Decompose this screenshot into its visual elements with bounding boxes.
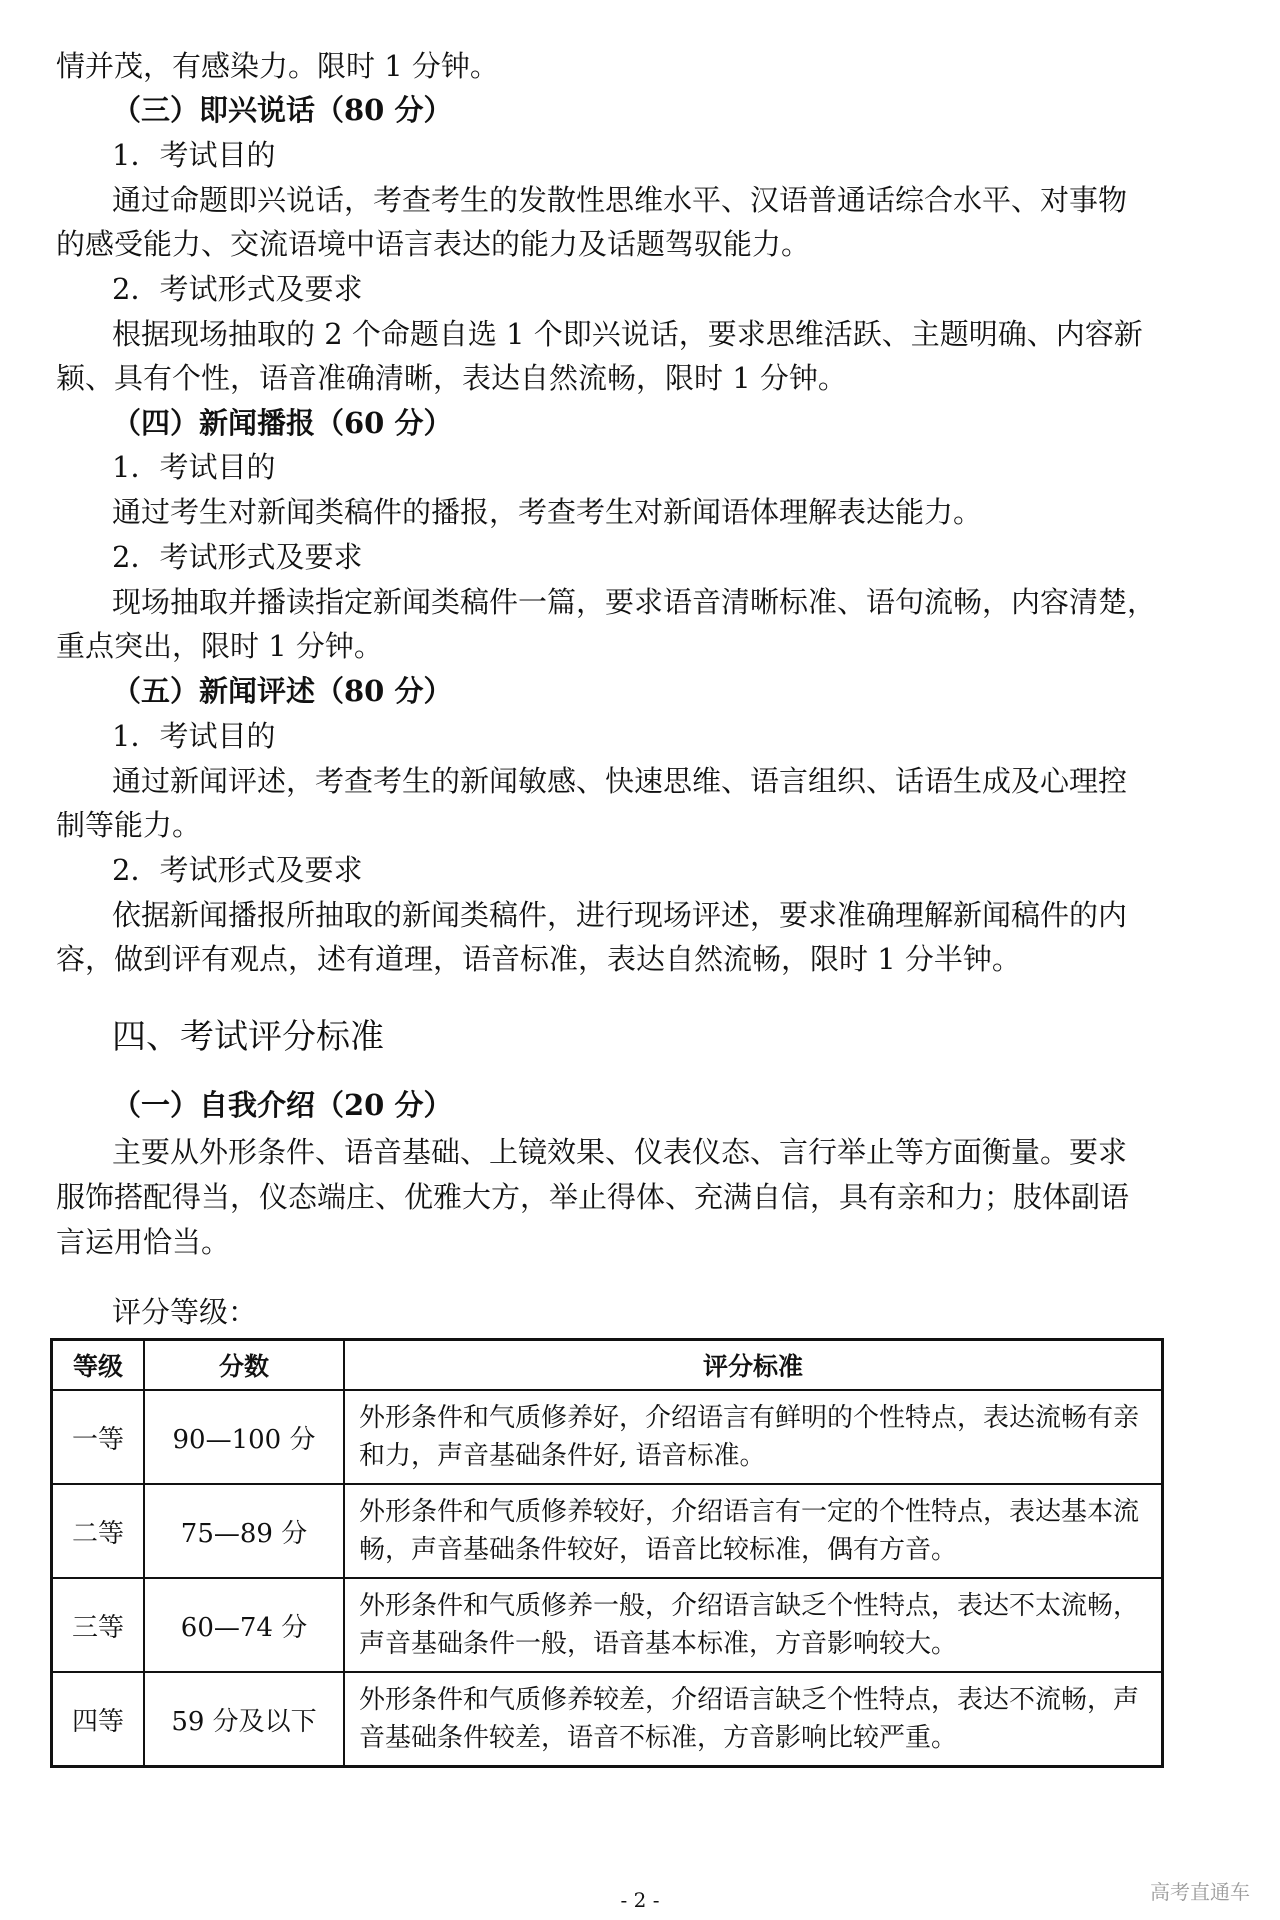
cell-level: 二等 <box>52 1484 145 1578</box>
paragraph-line: 根据现场抽取的 2 个命题自选 1 个即兴说话，要求思维活跃、主题明确、内容新 <box>112 317 1143 351</box>
cell-criteria: 外形条件和气质修养一般，介绍语言缺乏个性特点，表达不太流畅，声音基础条件一般，语音基本标准，方音影响较大。 <box>344 1578 1163 1672</box>
subheading-news-broadcast: （四）新闻播报（60 分） <box>112 406 453 440</box>
header-level: 等级 <box>52 1340 145 1391</box>
table-row <box>52 1390 1163 1484</box>
item-heading: 2．考试形式及要求 <box>112 272 363 306</box>
item-heading: 2．考试形式及要求 <box>112 853 363 887</box>
table-row <box>52 1484 1163 1578</box>
cell-score: 75—89 分 <box>144 1484 344 1578</box>
cell-level: 三等 <box>52 1578 145 1672</box>
subheading-news-commentary: （五）新闻评述（80 分） <box>112 674 453 708</box>
watermark: 高考直通车 <box>1150 1880 1250 1904</box>
item-heading: 2．考试形式及要求 <box>112 540 363 574</box>
page-number: - 2 - <box>620 1888 660 1912</box>
item-heading: 1．考试目的 <box>112 450 276 484</box>
cell-score: 90—100 分 <box>144 1390 344 1484</box>
header-criteria: 评分标准 <box>344 1340 1163 1391</box>
paragraph-line: 服饰搭配得当，仪态端庄、优雅大方，举止得体、充满自信，具有亲和力；肢体副语 <box>56 1180 1130 1214</box>
paragraph-line: 通过命题即兴说话，考查考生的发散性思维水平、汉语普通话综合水平、对事物 <box>112 183 1128 217</box>
grading-table <box>50 1338 1164 1768</box>
table-row <box>52 1578 1163 1672</box>
item-heading: 1．考试目的 <box>112 719 276 753</box>
table-caption: 评分等级： <box>112 1295 258 1329</box>
cell-score: 59 分及以下 <box>144 1672 344 1767</box>
paragraph-line: 主要从外形条件、语音基础、上镜效果、仪表仪态、言行举止等方面衡量。要求 <box>112 1135 1128 1169</box>
section-heading: 四、考试评分标准 <box>112 1017 384 1057</box>
item-heading: 1．考试目的 <box>112 138 276 172</box>
paragraph-line: 颖、具有个性，语音准确清晰，表达自然流畅，限时 1 分钟。 <box>56 361 847 395</box>
paragraph-line: 通过考生对新闻类稿件的播报，考查考生对新闻语体理解表达能力。 <box>112 495 983 529</box>
header-score: 分数 <box>144 1340 344 1391</box>
paragraph-line: 依据新闻播报所抽取的新闻类稿件，进行现场评述，要求准确理解新闻稿件的内 <box>112 898 1128 932</box>
cell-criteria: 外形条件和气质修养较差，介绍语言缺乏个性特点，表达不流畅，声音基础条件较差，语音不标准，方音影响比较严重。 <box>344 1672 1163 1767</box>
paragraph-line: 的感受能力、交流语境中语言表达的能力及话题驾驭能力。 <box>56 227 811 261</box>
paragraph-line: 容，做到评有观点，述有道理，语音标准，表达自然流畅，限时 1 分半钟。 <box>56 942 1021 976</box>
subheading-self-intro: （一）自我介绍（20 分） <box>112 1088 453 1122</box>
cell-score: 60—74 分 <box>144 1578 344 1672</box>
paragraph-line: 言运用恰当。 <box>56 1225 231 1259</box>
subheading-impromptu: （三）即兴说话（80 分） <box>112 93 453 127</box>
cell-level: 四等 <box>52 1672 145 1767</box>
paragraph-line: 情并茂，有感染力。限时 1 分钟。 <box>56 49 499 83</box>
cell-level: 一等 <box>52 1390 145 1484</box>
paragraph-line: 重点突出，限时 1 分钟。 <box>56 629 383 663</box>
table-row <box>52 1672 1163 1767</box>
table-header-row <box>52 1340 1163 1391</box>
paragraph-line: 现场抽取并播读指定新闻类稿件一篇，要求语音清晰标准、语句流畅，内容清楚， <box>112 585 1157 619</box>
cell-criteria: 外形条件和气质修养好，介绍语言有鲜明的个性特点，表达流畅有亲和力，声音基础条件好, 语音标准。 <box>344 1390 1163 1484</box>
cell-criteria: 外形条件和气质修养较好，介绍语言有一定的个性特点，表达基本流畅，声音基础条件较好，语音比较标准，偶有方音。 <box>344 1484 1163 1578</box>
paragraph-line: 通过新闻评述，考查考生的新闻敏感、快速思维、语言组织、话语生成及心理控 <box>112 764 1128 798</box>
paragraph-line: 制等能力。 <box>56 808 202 842</box>
